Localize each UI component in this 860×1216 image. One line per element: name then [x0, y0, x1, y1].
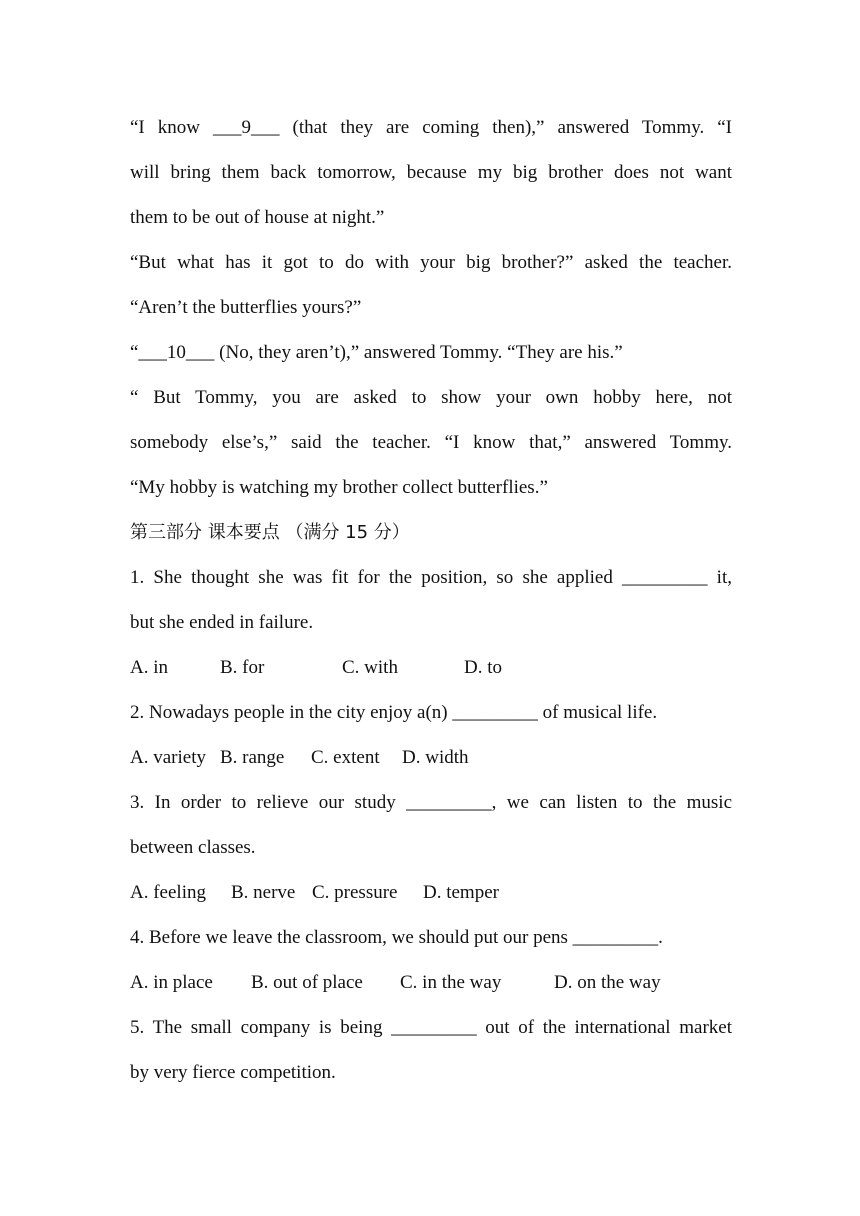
passage-line: “But what has it got to do with your big brother?” asked the teacher.	[130, 252, 732, 273]
option-c: C. extent	[311, 747, 380, 768]
passage-line: them to be out of house at night.”	[130, 207, 385, 228]
option-d: D. temper	[423, 882, 499, 903]
question-options	[130, 645, 732, 690]
passage-line: “I know ___9___ (that they are coming then),” answered Tommy. “I	[130, 117, 732, 138]
passage-line: “ But Tommy, you are asked to show your own hobby here, not	[130, 387, 732, 408]
question-options	[130, 870, 732, 915]
question-stem: 5. The small company is being _________ out of the international market	[130, 1017, 732, 1038]
question-stem: but she ended in failure.	[130, 612, 314, 633]
option-c: C. in the way	[400, 972, 502, 993]
option-d: D. on the way	[554, 972, 661, 993]
passage-line: “___10___ (No, they aren’t),” answered Tommy. “They are his.”	[130, 342, 623, 363]
option-c: C. with	[342, 657, 398, 678]
passage-line: “My hobby is watching my brother collect butterflies.”	[130, 477, 548, 498]
question-stem: 1. She thought she was fit for the position, so she applied _________ it,	[130, 567, 732, 588]
question-stem: between classes.	[130, 837, 256, 858]
option-b: B. for	[220, 657, 265, 678]
question-stem: by very fierce competition.	[130, 1062, 336, 1083]
question-options	[130, 960, 732, 1005]
option-b: B. out of place	[251, 972, 363, 993]
option-c: C. pressure	[312, 882, 398, 903]
document-page	[130, 105, 732, 1095]
option-d: D. width	[402, 747, 469, 768]
option-a: A. variety	[130, 747, 206, 768]
option-a: A. feeling	[130, 882, 206, 903]
option-d: D. to	[464, 657, 502, 678]
section-heading: 第三部分 课本要点 （满分 15 分）	[130, 522, 410, 543]
question-options	[130, 735, 732, 780]
question-stem: 3. In order to relieve our study _________, we can listen to the music	[130, 792, 732, 813]
option-a: A. in place	[130, 972, 213, 993]
question-stem: 4. Before we leave the classroom, we should put our pens _________.	[130, 927, 663, 948]
option-b: B. nerve	[231, 882, 296, 903]
option-a: A. in	[130, 657, 168, 678]
option-b: B. range	[220, 747, 285, 768]
question-stem: 2. Nowadays people in the city enjoy a(n) _________ of musical life.	[130, 702, 658, 723]
passage-line: will bring them back tomorrow, because my big brother does not want	[130, 162, 732, 183]
passage-line: “Aren’t the butterflies yours?”	[130, 297, 362, 318]
passage-line: somebody else’s,” said the teacher. “I know that,” answered Tommy.	[130, 432, 732, 453]
